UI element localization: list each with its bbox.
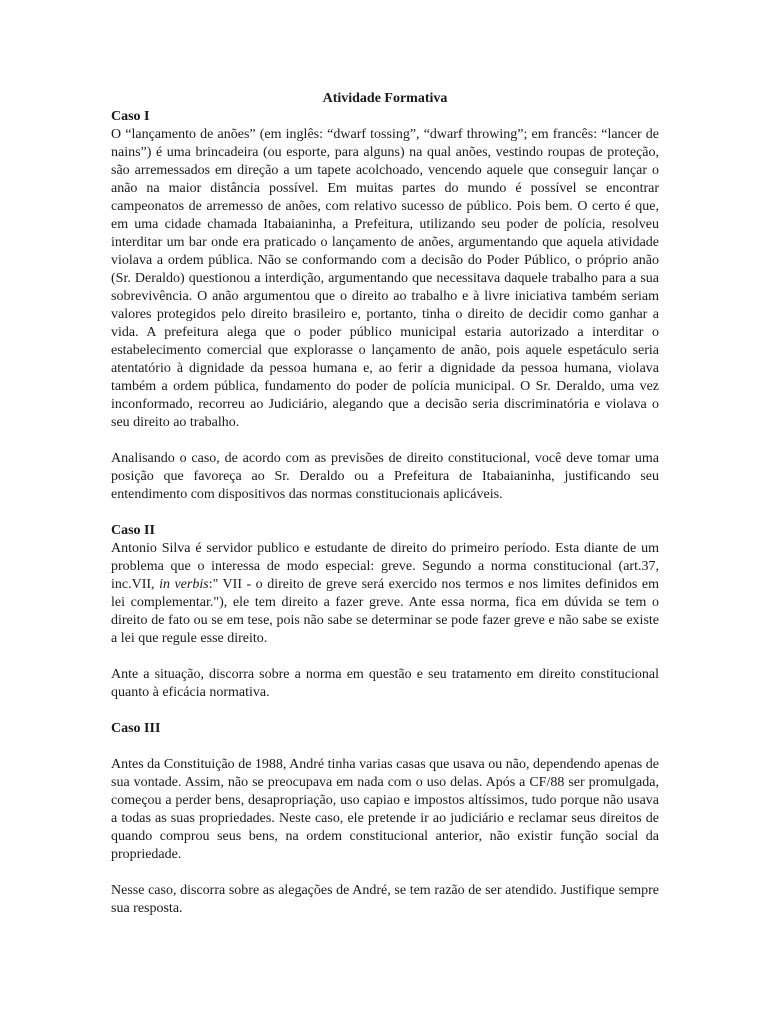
case-1-section: [111, 108, 659, 504]
case-2-section: [111, 522, 659, 702]
case-2-text-part-1: Antonio Silva é servidor publico e estudante de direito do primeiro período. Esta diante de um problema que o interessa de modo especial: greve. Segundo a norma constitucional (art.37, inc.VII,: [111, 541, 659, 592]
spacer: [111, 738, 659, 756]
case-1-heading: Caso I: [111, 109, 150, 124]
document-page: [111, 90, 659, 918]
case-3-paragraph-2: Nesse caso, discorra sobre as alegações de André, se tem razão de ser atendido. Justifique sempre sua resposta.: [111, 883, 659, 916]
case-2-heading: Caso II: [111, 523, 155, 538]
spacer: [111, 504, 659, 522]
case-2-paragraph-2: Ante a situação, discorra sobre a norma em questão e seu tratamento em direito constitucional quanto à eficácia normativa.: [111, 667, 659, 700]
case-2-paragraph-1: [111, 540, 659, 648]
document-title: Atividade Formativa: [322, 91, 448, 106]
case-2-italic-in-verbis: in verbis: [159, 577, 209, 592]
case-3-heading: Caso III: [111, 721, 161, 736]
spacer: [111, 648, 659, 666]
case-1-paragraph-1: O “lançamento de anões” (em inglês: “dwarf tossing”, “dwarf throwing”; em francês: “lancer de nains”) é uma brincadeira (ou esporte, para alguns) na qual anões, vestindo roupas de proteção, são arremessados em direção a um tapete acolchoado, vencendo aquele que conseguir lançar o anão na maior distância possível. Em muitas partes do mundo é possível se encontrar campeonatos de arremesso de anões, com relativo sucesso de público. Pois bem. O certo é que, em uma cidade chamada Itabaianinha, a Prefeitura, utilizando seu poder de polícia, resolveu interditar um bar onde era praticado o lançamento de anões, argumentando que aquela atividade violava a ordem pública. Não se conformando com a decisão do Poder Público, o próprio anão (Sr. Deraldo) questionou a interdição, argumentando que necessitava daquele trabalho para a sua sobrevivência. O anão argumentou que o direito ao trabalho e à livre iniciativa também seriam valores protegidos pelo direito brasileiro e, portanto, tinha o direito de decidir como ganhar a vida. A prefeitura alega que o poder público municipal estaria autorizado a interditar o estabelecimento comercial que explorasse o lançamento de anão, pois aquele espetáculo seria atentatório à dignidade da pessoa humana e, ao ferir a dignidade da pessoa humana, violava também a ordem pública, fundamento do poder de polícia municipal. O Sr. Deraldo, uma vez inconformado, recorreu ao Judiciário, alegando que a decisão seria discriminatória e violava o seu direito ao trabalho.: [111, 127, 659, 430]
case-2-text-part-2: :" VII - o direito de greve será exercido nos termos e nos limites definidos em lei complementar."), ele tem direito a fazer greve. Ante essa norma, fica em dúvida se tem o direito de fato ou se em tese, pois não sabe se determinar se pode fazer greve e não sabe se existe a lei que regule esse direito.: [111, 577, 659, 646]
spacer: [111, 864, 659, 882]
case-1-paragraph-2: Analisando o caso, de acordo com as previsões de direito constitucional, você deve tomar uma posição que favoreça ao Sr. Deraldo ou a Prefeitura de Itabaianinha, justificando seu entendimento com dispositivos das normas constitucionais aplicáveis.: [111, 451, 659, 502]
spacer: [111, 702, 659, 720]
case-3-section: [111, 720, 659, 918]
spacer: [111, 432, 659, 450]
case-3-paragraph-1: Antes da Constituição de 1988, André tinha varias casas que usava ou não, dependendo apenas de sua vontade. Assim, não se preocupava em nada com o uso delas. Após a CF/88 ser promulgada, começou a perder bens, desapropriação, uso capiao e impostos altíssimos, tudo porque não usava a todas as suas propriedades. Neste caso, ele pretende ir ao judiciário e reclamar seus direitos de quando comprou seus bens, na ordem constitucional anterior, não existir função social da propriedade.: [111, 757, 659, 862]
